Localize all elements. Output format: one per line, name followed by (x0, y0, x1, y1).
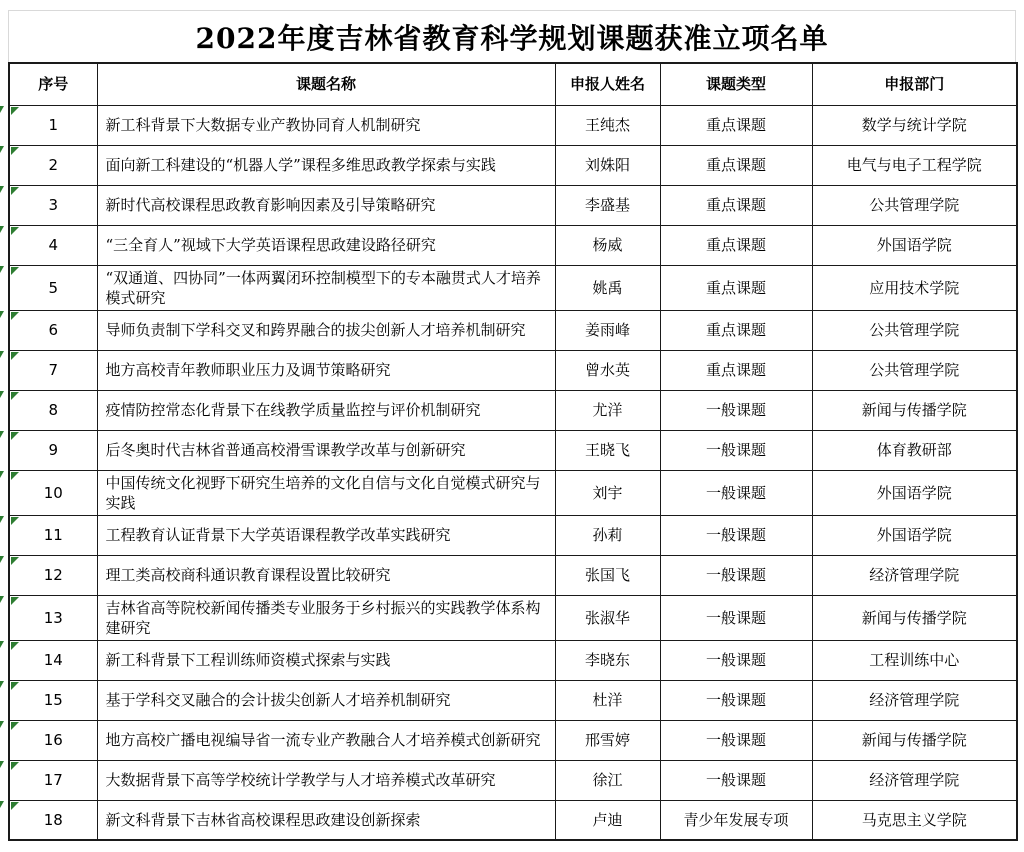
cell-no (9, 105, 97, 145)
row-number: 11 (43, 526, 63, 544)
cell-department: 公共管理学院 (812, 350, 1017, 390)
clipped-cell-error-triangle-icon (0, 431, 4, 438)
row-number: 12 (43, 566, 63, 584)
header-dept: 申报部门 (812, 63, 1017, 105)
cell-applicant: 张淑华 (555, 595, 660, 640)
cell-project-type: 一般课题 (660, 470, 812, 515)
cell-department: 公共管理学院 (812, 185, 1017, 225)
cell-project-type: 重点课题 (660, 145, 812, 185)
cell-department: 马克思主义学院 (812, 800, 1017, 840)
cell-error-triangle-icon (11, 762, 19, 770)
table-row (9, 470, 1017, 515)
clipped-cell-error-triangle-icon (0, 106, 4, 113)
clipped-cell-error-triangle-icon (0, 641, 4, 648)
row-number: 13 (43, 608, 63, 627)
table-row (9, 310, 1017, 350)
cell-department: 新闻与传播学院 (812, 720, 1017, 760)
cell-department: 经济管理学院 (812, 680, 1017, 720)
table-row (9, 595, 1017, 640)
cell-project-name: 吉林省高等院校新闻传播类专业服务于乡村振兴的实践教学体系构建研究 (97, 595, 555, 640)
cell-applicant: 徐江 (555, 760, 660, 800)
cell-no (9, 390, 97, 430)
clipped-cell-error-triangle-icon (0, 596, 4, 603)
cell-project-name: 大数据背景下高等学校统计学教学与人才培养模式改革研究 (97, 760, 555, 800)
cell-error-triangle-icon (11, 517, 19, 525)
table-row (9, 800, 1017, 840)
cell-no (9, 470, 97, 515)
row-number: 2 (48, 156, 59, 174)
cell-project-type: 青少年发展专项 (660, 800, 812, 840)
row-number: 17 (43, 771, 63, 789)
table-row (9, 145, 1017, 185)
cell-error-triangle-icon (11, 642, 19, 650)
cell-project-name: “双通道、四协同”一体两翼闭环控制模型下的专本融贯式人才培养模式研究 (97, 265, 555, 310)
row-number: 3 (48, 196, 59, 214)
cell-no (9, 310, 97, 350)
clipped-cell-error-triangle-icon (0, 681, 4, 688)
cell-error-triangle-icon (11, 557, 19, 565)
clipped-cell-error-triangle-icon (0, 721, 4, 728)
table-row (9, 680, 1017, 720)
cell-error-triangle-icon (11, 352, 19, 360)
row-number: 9 (48, 441, 59, 459)
cell-project-type: 一般课题 (660, 760, 812, 800)
cell-project-name: 后冬奥时代吉林省普通高校滑雪课教学改革与创新研究 (97, 430, 555, 470)
row-number: 5 (48, 278, 59, 297)
cell-project-name: 工程教育认证背景下大学英语课程教学改革实践研究 (97, 515, 555, 555)
header-type: 课题类型 (660, 63, 812, 105)
cell-error-triangle-icon (11, 802, 19, 810)
cell-project-type: 重点课题 (660, 185, 812, 225)
cell-error-triangle-icon (11, 597, 19, 605)
cell-department: 公共管理学院 (812, 310, 1017, 350)
cell-applicant: 王晓飞 (555, 430, 660, 470)
cell-no (9, 145, 97, 185)
cell-project-type: 重点课题 (660, 265, 812, 310)
cell-error-triangle-icon (11, 147, 19, 155)
cell-department: 外国语学院 (812, 515, 1017, 555)
cell-error-triangle-icon (11, 722, 19, 730)
cell-no (9, 225, 97, 265)
cell-department: 经济管理学院 (812, 760, 1017, 800)
clipped-cell-error-triangle-icon (0, 186, 4, 193)
cell-project-name: 地方高校青年教师职业压力及调节策略研究 (97, 350, 555, 390)
cell-error-triangle-icon (11, 472, 19, 480)
cell-no (9, 680, 97, 720)
header-name: 课题名称 (97, 63, 555, 105)
cell-department: 新闻与传播学院 (812, 390, 1017, 430)
page-title: 2022年度吉林省教育科学规划课题获准立项名单 (8, 10, 1016, 62)
cell-error-triangle-icon (11, 392, 19, 400)
row-number: 8 (48, 401, 59, 419)
table-body (9, 105, 1017, 840)
clipped-cell-error-triangle-icon (0, 556, 4, 563)
cell-applicant: 刘姝阳 (555, 145, 660, 185)
row-number: 10 (43, 483, 63, 502)
cell-applicant: 杜洋 (555, 680, 660, 720)
table-row (9, 350, 1017, 390)
cell-applicant: 曾水英 (555, 350, 660, 390)
cell-error-triangle-icon (11, 267, 19, 275)
cell-error-triangle-icon (11, 682, 19, 690)
cell-project-type: 重点课题 (660, 225, 812, 265)
clipped-cell-error-triangle-icon (0, 471, 4, 478)
left-edge-markers (0, 0, 4, 852)
cell-error-triangle-icon (11, 187, 19, 195)
cell-department: 新闻与传播学院 (812, 595, 1017, 640)
row-number: 4 (48, 236, 59, 254)
clipped-cell-error-triangle-icon (0, 226, 4, 233)
clipped-cell-error-triangle-icon (0, 266, 4, 273)
header-row (9, 63, 1017, 105)
row-number: 15 (43, 691, 63, 709)
table-row (9, 515, 1017, 555)
cell-applicant: 刘宇 (555, 470, 660, 515)
clipped-cell-error-triangle-icon (0, 351, 4, 358)
cell-error-triangle-icon (11, 432, 19, 440)
cell-project-name: 疫情防控常态化背景下在线教学质量监控与评价机制研究 (97, 390, 555, 430)
cell-project-type: 重点课题 (660, 350, 812, 390)
cell-no (9, 265, 97, 310)
cell-project-type: 一般课题 (660, 640, 812, 680)
cell-project-name: 中国传统文化视野下研究生培养的文化自信与文化自觉模式研究与实践 (97, 470, 555, 515)
cell-project-name: 新时代高校课程思政教育影响因素及引导策略研究 (97, 185, 555, 225)
cell-project-name: 基于学科交叉融合的会计拔尖创新人才培养机制研究 (97, 680, 555, 720)
cell-no (9, 760, 97, 800)
cell-project-name: 新文科背景下吉林省高校课程思政建设创新探索 (97, 800, 555, 840)
cell-applicant: 王纯杰 (555, 105, 660, 145)
projects-table (8, 62, 1018, 841)
cell-no (9, 430, 97, 470)
row-number: 16 (43, 731, 63, 749)
cell-project-type: 一般课题 (660, 430, 812, 470)
cell-no (9, 800, 97, 840)
cell-applicant: 尤洋 (555, 390, 660, 430)
cell-project-type: 一般课题 (660, 515, 812, 555)
row-number: 6 (48, 321, 59, 339)
cell-department: 体育教研部 (812, 430, 1017, 470)
clipped-cell-error-triangle-icon (0, 801, 4, 808)
table-header (9, 63, 1017, 105)
cell-no (9, 720, 97, 760)
cell-department: 经济管理学院 (812, 555, 1017, 595)
cell-project-type: 一般课题 (660, 555, 812, 595)
table-row (9, 185, 1017, 225)
cell-department: 应用技术学院 (812, 265, 1017, 310)
cell-project-type: 一般课题 (660, 595, 812, 640)
cell-no (9, 555, 97, 595)
row-number: 14 (43, 651, 63, 669)
cell-project-name: 导师负责制下学科交叉和跨界融合的拔尖创新人才培养机制研究 (97, 310, 555, 350)
cell-no (9, 595, 97, 640)
cell-department: 数学与统计学院 (812, 105, 1017, 145)
cell-department: 工程训练中心 (812, 640, 1017, 680)
cell-project-type: 重点课题 (660, 105, 812, 145)
table-row (9, 225, 1017, 265)
cell-project-name: 新工科背景下大数据专业产教协同育人机制研究 (97, 105, 555, 145)
clipped-cell-error-triangle-icon (0, 761, 4, 768)
table-row (9, 430, 1017, 470)
table-row (9, 640, 1017, 680)
cell-department: 外国语学院 (812, 470, 1017, 515)
table-row (9, 555, 1017, 595)
header-applicant: 申报人姓名 (555, 63, 660, 105)
cell-no (9, 350, 97, 390)
table-row (9, 720, 1017, 760)
cell-error-triangle-icon (11, 107, 19, 115)
cell-project-name: 理工类高校商科通识教育课程设置比较研究 (97, 555, 555, 595)
cell-project-name: “三全育人”视域下大学英语课程思政建设路径研究 (97, 225, 555, 265)
cell-project-type: 一般课题 (660, 390, 812, 430)
row-number: 7 (48, 361, 59, 379)
cell-project-type: 一般课题 (660, 680, 812, 720)
table-row (9, 265, 1017, 310)
cell-no (9, 640, 97, 680)
cell-applicant: 卢迪 (555, 800, 660, 840)
cell-applicant: 孙莉 (555, 515, 660, 555)
cell-error-triangle-icon (11, 227, 19, 235)
cell-applicant: 张国飞 (555, 555, 660, 595)
cell-project-type: 重点课题 (660, 310, 812, 350)
row-number: 18 (43, 810, 63, 829)
cell-error-triangle-icon (11, 312, 19, 320)
cell-no (9, 185, 97, 225)
cell-project-name: 面向新工科建设的“机器人学”课程多维思政教学探索与实践 (97, 145, 555, 185)
cell-applicant: 邢雪婷 (555, 720, 660, 760)
cell-project-type: 一般课题 (660, 720, 812, 760)
clipped-cell-error-triangle-icon (0, 516, 4, 523)
cell-applicant: 姜雨峰 (555, 310, 660, 350)
table-row (9, 760, 1017, 800)
cell-department: 外国语学院 (812, 225, 1017, 265)
cell-applicant: 杨威 (555, 225, 660, 265)
cell-project-name: 新工科背景下工程训练师资模式探索与实践 (97, 640, 555, 680)
sheet (8, 10, 1016, 841)
table-row (9, 390, 1017, 430)
cell-applicant: 李盛基 (555, 185, 660, 225)
cell-applicant: 姚禹 (555, 265, 660, 310)
clipped-cell-error-triangle-icon (0, 391, 4, 398)
cell-project-name: 地方高校广播电视编导省一流专业产教融合人才培养模式创新研究 (97, 720, 555, 760)
cell-no (9, 515, 97, 555)
row-number: 1 (48, 116, 59, 134)
table-row (9, 105, 1017, 145)
clipped-cell-error-triangle-icon (0, 311, 4, 318)
cell-department: 电气与电子工程学院 (812, 145, 1017, 185)
header-no: 序号 (9, 63, 97, 105)
clipped-cell-error-triangle-icon (0, 146, 4, 153)
cell-applicant: 李晓东 (555, 640, 660, 680)
